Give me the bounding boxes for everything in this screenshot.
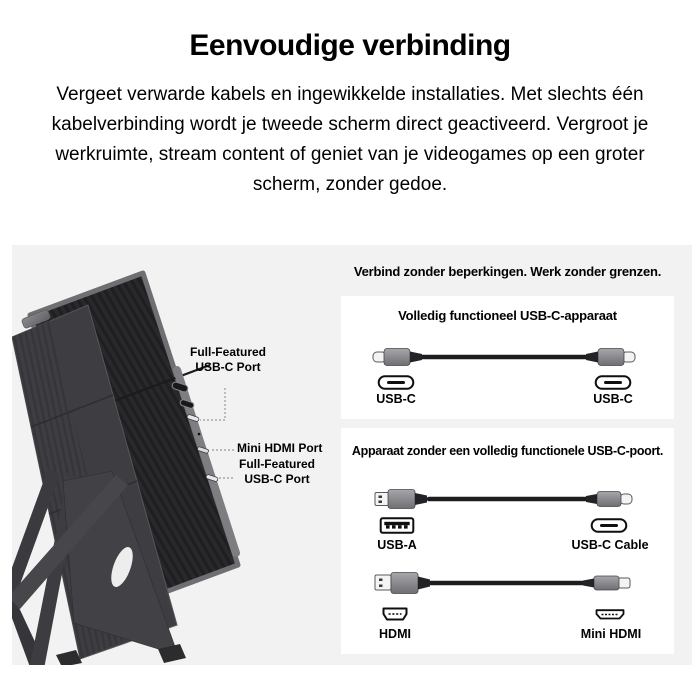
card-title: Volledig functioneel USB-C-apparaat (398, 308, 617, 323)
page-title: Eenvoudige verbinding (189, 29, 511, 62)
usb-c-to-usb-c-cable (341, 342, 674, 372)
intro-line: Vergeet verwarde kabels en ingewikkelde installaties. Met slechts één (56, 84, 644, 105)
connectivity-panel (12, 245, 692, 665)
intro-line: werkruimte, stream content of geniet van je videogames op een groter (55, 144, 645, 165)
usb-c-connector (373, 349, 422, 366)
intro-line: scherm, zonder gedoe. (252, 174, 448, 195)
hdmi-to-mini-hdmi-cable (341, 568, 674, 598)
card-title: Apparaat zonder een volledig functionele USB-C-poort. (351, 444, 664, 458)
mini-hdmi-port-icon (595, 609, 626, 620)
usb-c-connector (586, 349, 635, 366)
hdmi-connector (375, 573, 430, 594)
port-label-right: USB-C (593, 392, 633, 406)
port-label-right: USB-C Cable (571, 538, 649, 552)
card-non-usb-c-device (341, 428, 674, 654)
port-label-left: USB-A (377, 538, 417, 552)
port-label-left: USB-C (376, 392, 416, 406)
callout-usb-c-port-bottom: Full-Featured USB-C Port (238, 457, 315, 486)
section-heading: Verbind zonder beperkingen. Werk zonder grenzen. (353, 264, 662, 279)
port-label-left: HDMI (379, 627, 411, 641)
port-label-right: Mini HDMI (580, 627, 642, 641)
connection-options (341, 245, 674, 665)
usb-a-connector (375, 490, 427, 509)
callout-mini-hdmi-port: Mini HDMI Port (237, 441, 323, 455)
intro-section (0, 0, 700, 245)
hdmi-port-icon (382, 607, 409, 621)
usb-c-port-icon (595, 375, 632, 390)
callout-usb-c-port-top: Full-Featured USB-C Port (189, 345, 266, 374)
monitor-product-image (12, 245, 342, 665)
intro-paragraph (0, 80, 700, 200)
usb-c-port-icon (378, 375, 415, 390)
mini-hdmi-connector (583, 576, 630, 590)
card-usb-c-device (341, 296, 674, 419)
usb-a-port-icon (380, 517, 415, 534)
usb-c-port-icon (591, 518, 628, 533)
usb-a-to-usb-c-cable (341, 484, 674, 514)
intro-line: kabelverbinding wordt je tweede scherm direct geactiveerd. Vergroot je (51, 114, 649, 135)
power-led (198, 433, 201, 436)
usb-c-connector (586, 492, 632, 507)
